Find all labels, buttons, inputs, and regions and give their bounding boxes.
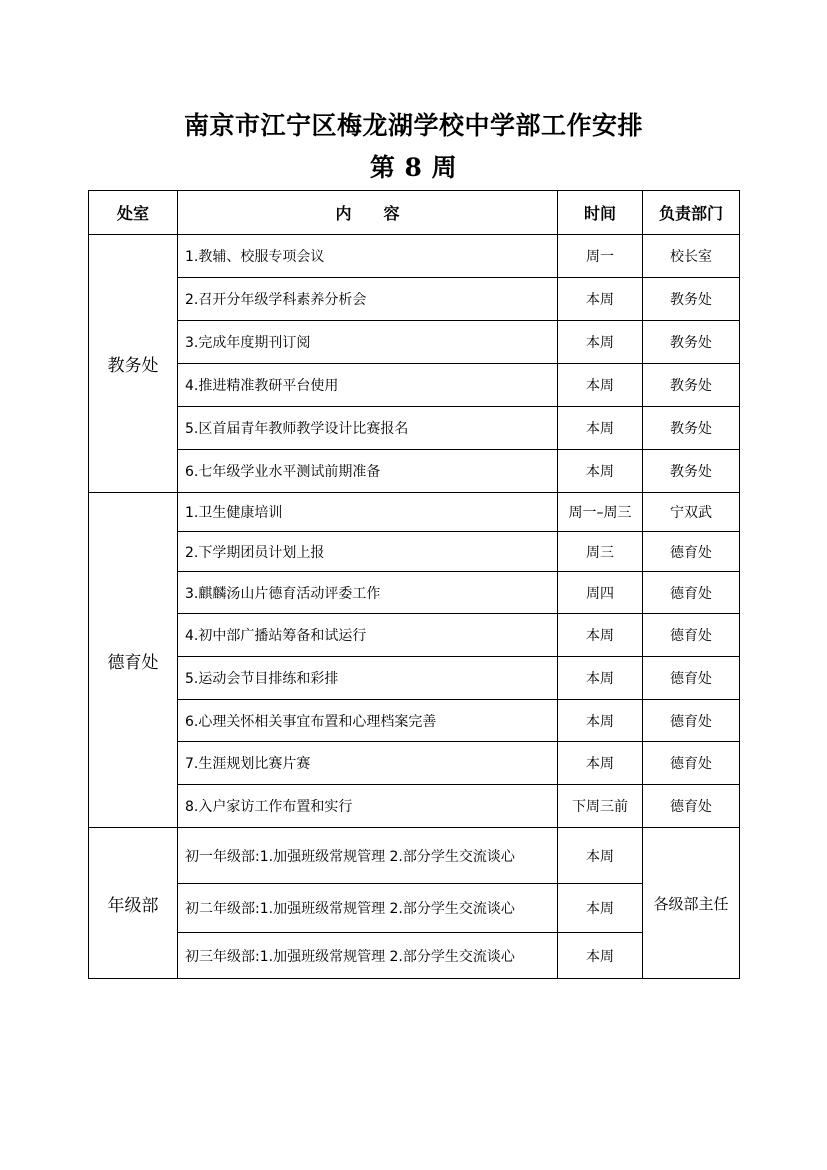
owner-cell: 德育处 xyxy=(643,742,740,785)
owner-cell: 德育处 xyxy=(643,572,740,614)
table-row xyxy=(89,364,740,407)
header-owner: 负责部门 xyxy=(643,191,740,235)
content-cell: 2.下学期团员计划上报 xyxy=(178,532,558,572)
time-cell: 本周 xyxy=(558,364,643,407)
content-cell: 初三年级部:1.加强班级常规管理 2.部分学生交流谈心 xyxy=(178,933,558,979)
office-cell: 德育处 xyxy=(89,493,178,828)
content-cell: 7.生涯规划比赛片赛 xyxy=(178,742,558,785)
owner-cell: 教务处 xyxy=(643,450,740,493)
content-cell: 2.召开分年级学科素养分析会 xyxy=(178,278,558,321)
table-row xyxy=(89,742,740,785)
content-cell: 1.卫生健康培训 xyxy=(178,493,558,532)
page-title: 南京市江宁区梅龙湖学校中学部工作安排 xyxy=(183,111,643,140)
content-cell: 初一年级部:1.加强班级常规管理 2.部分学生交流谈心 xyxy=(178,828,558,884)
table-row xyxy=(89,321,740,364)
owner-cell: 教务处 xyxy=(643,407,740,450)
owner-cell: 德育处 xyxy=(643,532,740,572)
time-cell: 本周 xyxy=(558,321,643,364)
time-cell: 本周 xyxy=(558,828,643,884)
time-cell: 周三 xyxy=(558,532,643,572)
header-time: 时间 xyxy=(558,191,643,235)
table-row xyxy=(89,407,740,450)
table-row xyxy=(89,235,740,278)
schedule-table xyxy=(88,190,740,979)
content-cell: 3.完成年度期刊订阅 xyxy=(178,321,558,364)
content-cell: 5.运动会节目排练和彩排 xyxy=(178,657,558,700)
owner-cell: 德育处 xyxy=(643,700,740,742)
content-cell: 6.七年级学业水平测试前期准备 xyxy=(178,450,558,493)
table-row xyxy=(89,828,740,884)
office-cell: 年级部 xyxy=(89,828,178,979)
content-cell: 初二年级部:1.加强班级常规管理 2.部分学生交流谈心 xyxy=(178,884,558,933)
table-row xyxy=(89,450,740,493)
table-row xyxy=(89,884,740,933)
table-row xyxy=(89,700,740,742)
owner-cell: 德育处 xyxy=(643,614,740,657)
time-cell: 本周 xyxy=(558,450,643,493)
time-cell: 周四 xyxy=(558,572,643,614)
time-cell: 周一–周三 xyxy=(558,493,643,532)
time-cell: 周一 xyxy=(558,235,643,278)
content-cell: 4.推进精准教研平台使用 xyxy=(178,364,558,407)
content-cell: 5.区首届青年教师教学设计比赛报名 xyxy=(178,407,558,450)
table-row xyxy=(89,572,740,614)
time-cell: 本周 xyxy=(558,884,643,933)
owner-cell: 校长室 xyxy=(643,235,740,278)
time-cell: 本周 xyxy=(558,614,643,657)
week-label: 第 8 周 xyxy=(369,153,458,182)
table-row xyxy=(89,493,740,532)
owner-cell: 各级部主任 xyxy=(643,828,740,979)
owner-cell: 宁双武 xyxy=(643,493,740,532)
table-row xyxy=(89,933,740,979)
table-row xyxy=(89,657,740,700)
time-cell: 本周 xyxy=(558,742,643,785)
owner-cell: 教务处 xyxy=(643,364,740,407)
owner-cell: 教务处 xyxy=(643,278,740,321)
header-office: 处室 xyxy=(89,191,178,235)
time-cell: 本周 xyxy=(558,933,643,979)
owner-cell: 德育处 xyxy=(643,657,740,700)
header-content: 内 容 xyxy=(178,191,558,235)
table-row xyxy=(89,278,740,321)
header-row xyxy=(89,191,740,235)
time-cell: 本周 xyxy=(558,700,643,742)
table-row xyxy=(89,614,740,657)
content-cell: 6.心理关怀相关事宜布置和心理档案完善 xyxy=(178,700,558,742)
table-row xyxy=(89,785,740,828)
content-cell: 1.教辅、校服专项会议 xyxy=(178,235,558,278)
office-cell: 教务处 xyxy=(89,235,178,493)
content-cell: 3.麒麟汤山片德育活动评委工作 xyxy=(178,572,558,614)
time-cell: 本周 xyxy=(558,657,643,700)
time-cell: 本周 xyxy=(558,407,643,450)
time-cell: 下周三前 xyxy=(558,785,643,828)
owner-cell: 德育处 xyxy=(643,785,740,828)
owner-cell: 教务处 xyxy=(643,321,740,364)
time-cell: 本周 xyxy=(558,278,643,321)
table-row xyxy=(89,532,740,572)
content-cell: 8.入户家访工作布置和实行 xyxy=(178,785,558,828)
content-cell: 4.初中部广播站筹备和试运行 xyxy=(178,614,558,657)
